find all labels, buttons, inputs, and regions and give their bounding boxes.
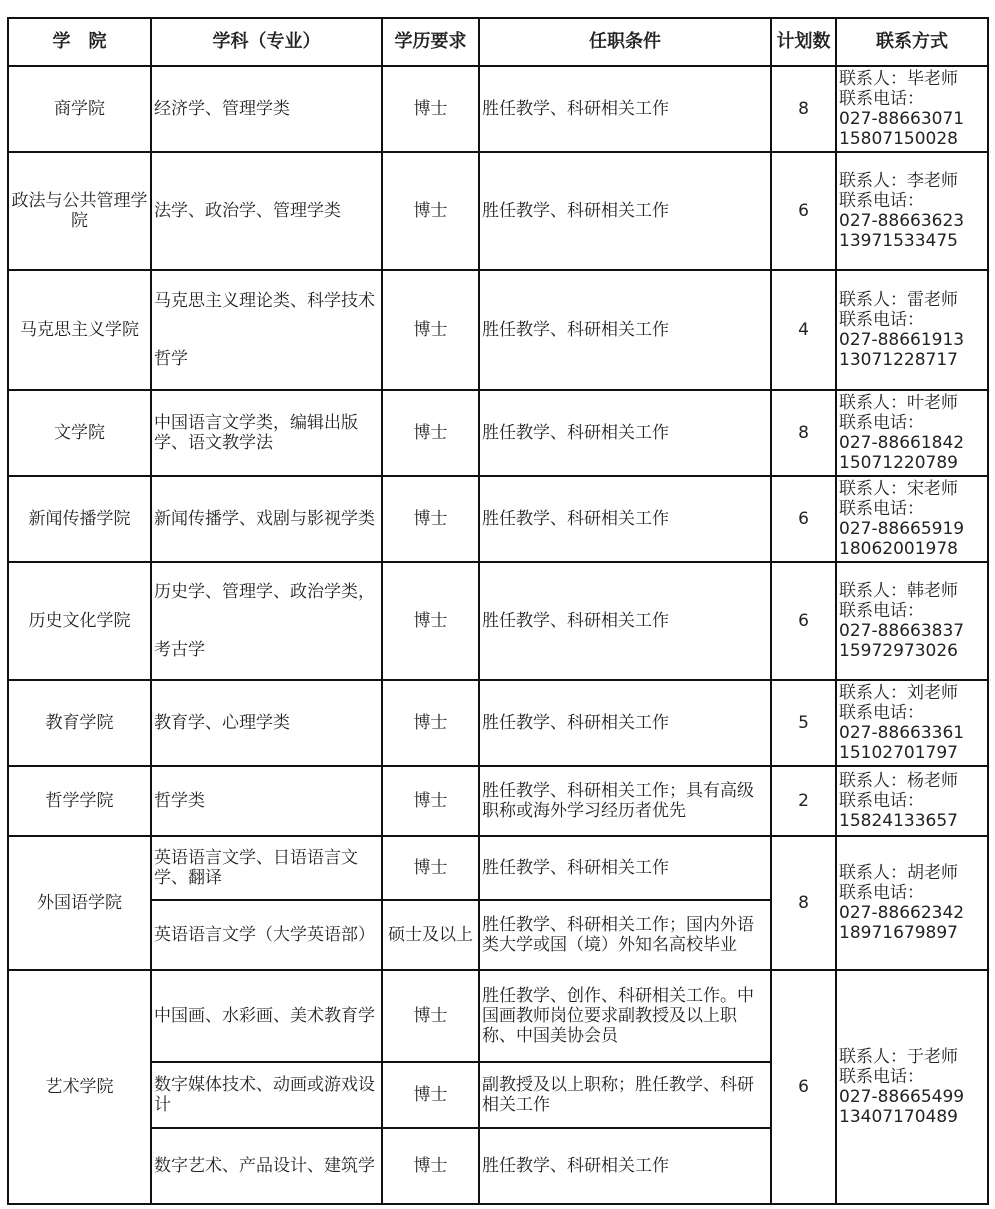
- college-cell: 马克思主义学院: [8, 270, 151, 390]
- degree-cell: 博士: [382, 152, 479, 270]
- table-row: [8, 766, 988, 836]
- degree-cell: 博士: [382, 66, 479, 152]
- table-header-row: [8, 18, 988, 66]
- contact-line: 联系电话：: [839, 499, 924, 519]
- contact-line: 13407170489: [839, 1107, 958, 1127]
- degree-cell: 博士: [382, 1128, 479, 1204]
- condition-cell: 副教授及以上职称；胜任教学、科研相关工作: [479, 1062, 771, 1128]
- contact-line: 027-88663071: [839, 109, 965, 129]
- contact-line: 联系电话：: [839, 883, 924, 903]
- condition-cell: 胜任教学、科研相关工作: [479, 562, 771, 680]
- contact-line: 联系人：韩老师: [839, 581, 958, 601]
- degree-cell: 博士: [382, 766, 479, 836]
- contact-line: 联系人：于老师: [839, 1047, 958, 1067]
- contact-line: 联系人：李老师: [839, 171, 958, 191]
- contact-line: 027-88663623: [839, 211, 965, 231]
- contact-line: 联系电话：: [839, 191, 924, 211]
- contact-line: 027-88665499: [839, 1087, 965, 1107]
- condition-cell: 胜任教学、科研相关工作；具有高级职称或海外学习经历者优先: [479, 766, 771, 836]
- contact-cell: [836, 970, 988, 1204]
- count-cell: 8: [771, 390, 836, 476]
- count-cell: 2: [771, 766, 836, 836]
- count-cell: 6: [771, 970, 836, 1204]
- condition-cell: 胜任教学、科研相关工作: [479, 66, 771, 152]
- college-cell: 外国语学院: [8, 836, 151, 970]
- contact-line: 027-88663361: [839, 723, 965, 743]
- contact-line: 联系电话：: [839, 413, 924, 433]
- college-cell: 政法与公共管理学院: [8, 152, 151, 270]
- count-cell: 6: [771, 152, 836, 270]
- contact-line: 联系人：杨老师: [839, 771, 958, 791]
- count-cell: 4: [771, 270, 836, 390]
- degree-cell: 博士: [382, 562, 479, 680]
- table-row: [8, 836, 988, 900]
- subject-cell: 英语语言文学、日语语言文学、翻译: [151, 836, 382, 900]
- condition-cell: 胜任教学、创作、科研相关工作。中国画教师岗位要求副教授及以上职称、中国美协会员: [479, 970, 771, 1062]
- condition-cell: 胜任教学、科研相关工作: [479, 680, 771, 766]
- contact-line: 联系人：胡老师: [839, 863, 958, 883]
- subject-cell: 法学、政治学、管理学类: [151, 152, 382, 270]
- condition-cell: 胜任教学、科研相关工作: [479, 476, 771, 562]
- subject-cell: 经济学、管理学类: [151, 66, 382, 152]
- contact-line: 联系电话：: [839, 310, 924, 330]
- contact-cell: [836, 766, 988, 836]
- table-row: [8, 152, 988, 270]
- condition-cell: 胜任教学、科研相关工作；国内外语类大学或国（境）外知名高校毕业: [479, 900, 771, 970]
- condition-cell: 胜任教学、科研相关工作: [479, 836, 771, 900]
- subject-cell: 哲学类: [151, 766, 382, 836]
- contact-line: 联系人：宋老师: [839, 479, 958, 499]
- condition-cell: 胜任教学、科研相关工作: [479, 1128, 771, 1204]
- contact-line: 15102701797: [839, 743, 958, 763]
- table-row: [8, 680, 988, 766]
- contact-line: 联系电话：: [839, 601, 924, 621]
- contact-line: 联系电话：: [839, 89, 924, 109]
- subject-cell: 历史学、管理学、政治学类，考古学: [151, 562, 382, 680]
- contact-line: 15824133657: [839, 811, 958, 831]
- college-cell: 文学院: [8, 390, 151, 476]
- contact-line: 027-88665919: [839, 519, 965, 539]
- subject-cell: 马克思主义理论类、科学技术哲学: [151, 270, 382, 390]
- condition-cell: 胜任教学、科研相关工作: [479, 390, 771, 476]
- contact-line: 15972973026: [839, 641, 958, 661]
- contact-line: 13071228717: [839, 350, 958, 370]
- recruitment-table: [7, 17, 989, 1205]
- degree-cell: 博士: [382, 836, 479, 900]
- contact-line: 13971533475: [839, 231, 958, 251]
- subject-cell: 新闻传播学、戏剧与影视学类: [151, 476, 382, 562]
- college-cell: 哲学学院: [8, 766, 151, 836]
- contact-line: 联系人：刘老师: [839, 683, 958, 703]
- contact-cell: [836, 680, 988, 766]
- college-cell: 历史文化学院: [8, 562, 151, 680]
- header-degree: 学历要求: [382, 18, 479, 66]
- table-row: [8, 562, 988, 680]
- table-row: [8, 270, 988, 390]
- contact-line: 15807150028: [839, 129, 958, 149]
- contact-line: 联系人：毕老师: [839, 69, 958, 89]
- contact-line: 联系电话：: [839, 703, 924, 723]
- degree-cell: 博士: [382, 680, 479, 766]
- contact-line: 联系电话：: [839, 1067, 924, 1087]
- contact-cell: [836, 836, 988, 970]
- subject-cell: 中国语言文学类，编辑出版学、语文教学法: [151, 390, 382, 476]
- contact-cell: [836, 390, 988, 476]
- header-college: 学 院: [8, 18, 151, 66]
- subject-cell: 数字媒体技术、动画或游戏设计: [151, 1062, 382, 1128]
- header-contact: 联系方式: [836, 18, 988, 66]
- contact-line: 18971679897: [839, 923, 958, 943]
- table-row: [8, 66, 988, 152]
- count-cell: 8: [771, 66, 836, 152]
- count-cell: 8: [771, 836, 836, 970]
- contact-cell: [836, 476, 988, 562]
- degree-cell: 博士: [382, 970, 479, 1062]
- degree-cell: 博士: [382, 270, 479, 390]
- contact-line: 18062001978: [839, 539, 958, 559]
- contact-cell: [836, 270, 988, 390]
- condition-cell: 胜任教学、科研相关工作: [479, 270, 771, 390]
- subject-cell: 数字艺术、产品设计、建筑学: [151, 1128, 382, 1204]
- contact-line: 联系人：雷老师: [839, 290, 958, 310]
- header-subject: 学科（专业）: [151, 18, 382, 66]
- subject-cell: 教育学、心理学类: [151, 680, 382, 766]
- table-row: [8, 476, 988, 562]
- contact-line: 027-88663837: [839, 621, 965, 641]
- count-cell: 6: [771, 562, 836, 680]
- degree-cell: 硕士及以上: [382, 900, 479, 970]
- contact-line: 027-88662342: [839, 903, 965, 923]
- condition-cell: 胜任教学、科研相关工作: [479, 152, 771, 270]
- college-cell: 新闻传播学院: [8, 476, 151, 562]
- subject-cell: 英语语言文学（大学英语部）: [151, 900, 382, 970]
- count-cell: 5: [771, 680, 836, 766]
- table-row: [8, 390, 988, 476]
- header-condition: 任职条件: [479, 18, 771, 66]
- count-cell: 6: [771, 476, 836, 562]
- contact-line: 联系电话：: [839, 791, 924, 811]
- table-row: [8, 970, 988, 1062]
- college-cell: 艺术学院: [8, 970, 151, 1204]
- header-count: 计划数: [771, 18, 836, 66]
- degree-cell: 博士: [382, 390, 479, 476]
- contact-cell: [836, 66, 988, 152]
- contact-line: 027-88661842: [839, 433, 965, 453]
- college-cell: 教育学院: [8, 680, 151, 766]
- contact-line: 联系人：叶老师: [839, 393, 958, 413]
- degree-cell: 博士: [382, 476, 479, 562]
- contact-line: 15071220789: [839, 453, 958, 473]
- contact-cell: [836, 152, 988, 270]
- college-cell: 商学院: [8, 66, 151, 152]
- contact-cell: [836, 562, 988, 680]
- subject-cell: 中国画、水彩画、美术教育学: [151, 970, 382, 1062]
- degree-cell: 博士: [382, 1062, 479, 1128]
- contact-line: 027-88661913: [839, 330, 965, 350]
